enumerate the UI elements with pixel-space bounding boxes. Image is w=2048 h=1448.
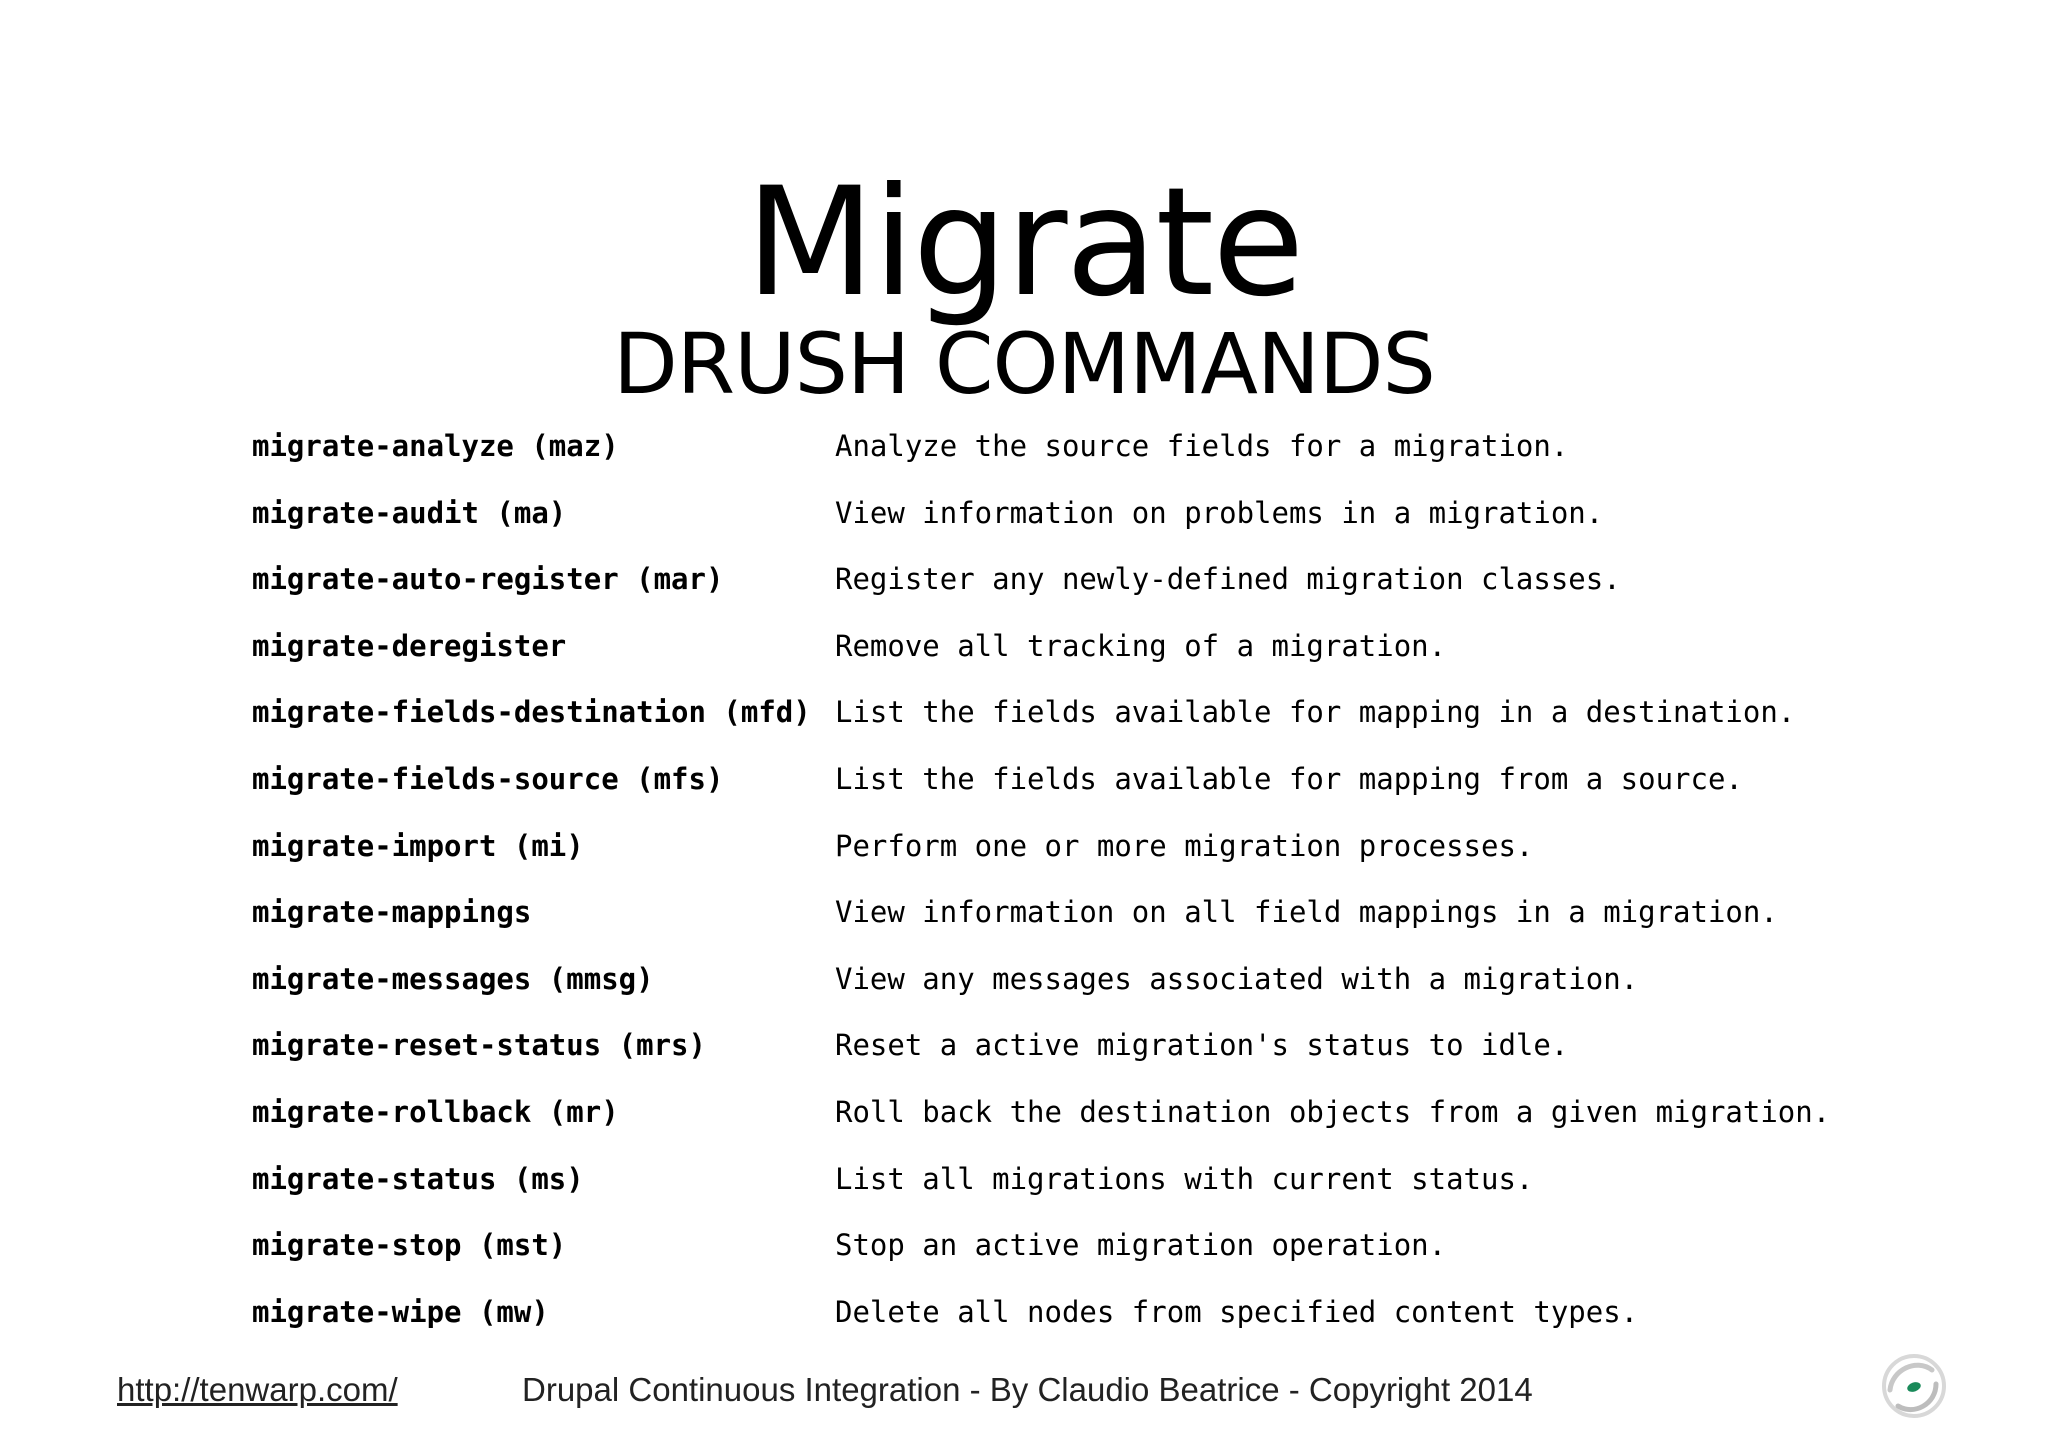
- command-description: View information on problems in a migration.: [835, 495, 1604, 530]
- command-name: migrate-mappings: [252, 895, 532, 930]
- command-description: Perform one or more migration processes.: [835, 828, 1534, 863]
- command-name: migrate-wipe (mw): [252, 1294, 549, 1329]
- command-description: Roll back the destination objects from a given migration.: [835, 1094, 1831, 1129]
- command-row: [252, 1019, 1852, 1086]
- command-row: [252, 1286, 1852, 1353]
- command-name: migrate-reset-status (mrs): [252, 1028, 706, 1063]
- command-row: [252, 820, 1852, 887]
- footer-link[interactable]: http://tenwarp.com/: [117, 1371, 398, 1408]
- command-name: migrate-rollback (mr): [252, 1094, 619, 1129]
- commands-table: [252, 420, 1852, 1352]
- command-name: migrate-import (mi): [252, 828, 584, 863]
- command-name: migrate-stop (mst): [252, 1228, 567, 1263]
- command-name: migrate-auto-register (mar): [252, 562, 724, 597]
- tenwarp-swirl-logo-icon: [1878, 1350, 1950, 1422]
- command-row: [252, 886, 1852, 953]
- command-description: List the fields available for mapping from a source.: [835, 761, 1743, 796]
- slide-title: Migrate: [745, 156, 1303, 330]
- command-name: migrate-fields-destination (mfd): [252, 695, 811, 730]
- command-row: [252, 1219, 1852, 1286]
- command-description: Stop an active migration operation.: [835, 1228, 1447, 1263]
- command-description: List the fields available for mapping in a destination.: [835, 695, 1796, 730]
- command-row: [252, 1086, 1852, 1153]
- command-row: [252, 753, 1852, 820]
- command-row: [252, 620, 1852, 687]
- command-row: [252, 420, 1852, 487]
- command-description: Register any newly-defined migration classes.: [835, 562, 1621, 597]
- command-description: Delete all nodes from specified content types.: [835, 1294, 1639, 1329]
- command-description: View information on all field mappings in a migration.: [835, 895, 1778, 930]
- command-row: [252, 553, 1852, 620]
- command-row: [252, 1153, 1852, 1220]
- command-name: migrate-status (ms): [252, 1161, 584, 1196]
- command-name: migrate-audit (ma): [252, 495, 567, 530]
- command-description: View any messages associated with a migration.: [835, 961, 1639, 996]
- footer-credit: Drupal Continuous Integration - By Claudio Beatrice - Copyright 2014: [522, 1371, 1533, 1408]
- command-description: Analyze the source fields for a migration.: [835, 429, 1569, 463]
- command-description: Reset a active migration's status to idle.: [835, 1028, 1569, 1063]
- command-row: [252, 686, 1852, 753]
- command-name: migrate-messages (mmsg): [252, 961, 654, 996]
- command-description: Remove all tracking of a migration.: [835, 628, 1447, 663]
- command-name: migrate-fields-source (mfs): [252, 761, 724, 796]
- command-name: migrate-deregister: [252, 628, 567, 663]
- command-row: [252, 953, 1852, 1020]
- command-description: List all migrations with current status.: [835, 1161, 1534, 1196]
- command-row: [252, 487, 1852, 554]
- slide-subtitle: DRUSH COMMANDS: [613, 315, 1435, 413]
- command-name: migrate-analyze (maz): [252, 429, 619, 463]
